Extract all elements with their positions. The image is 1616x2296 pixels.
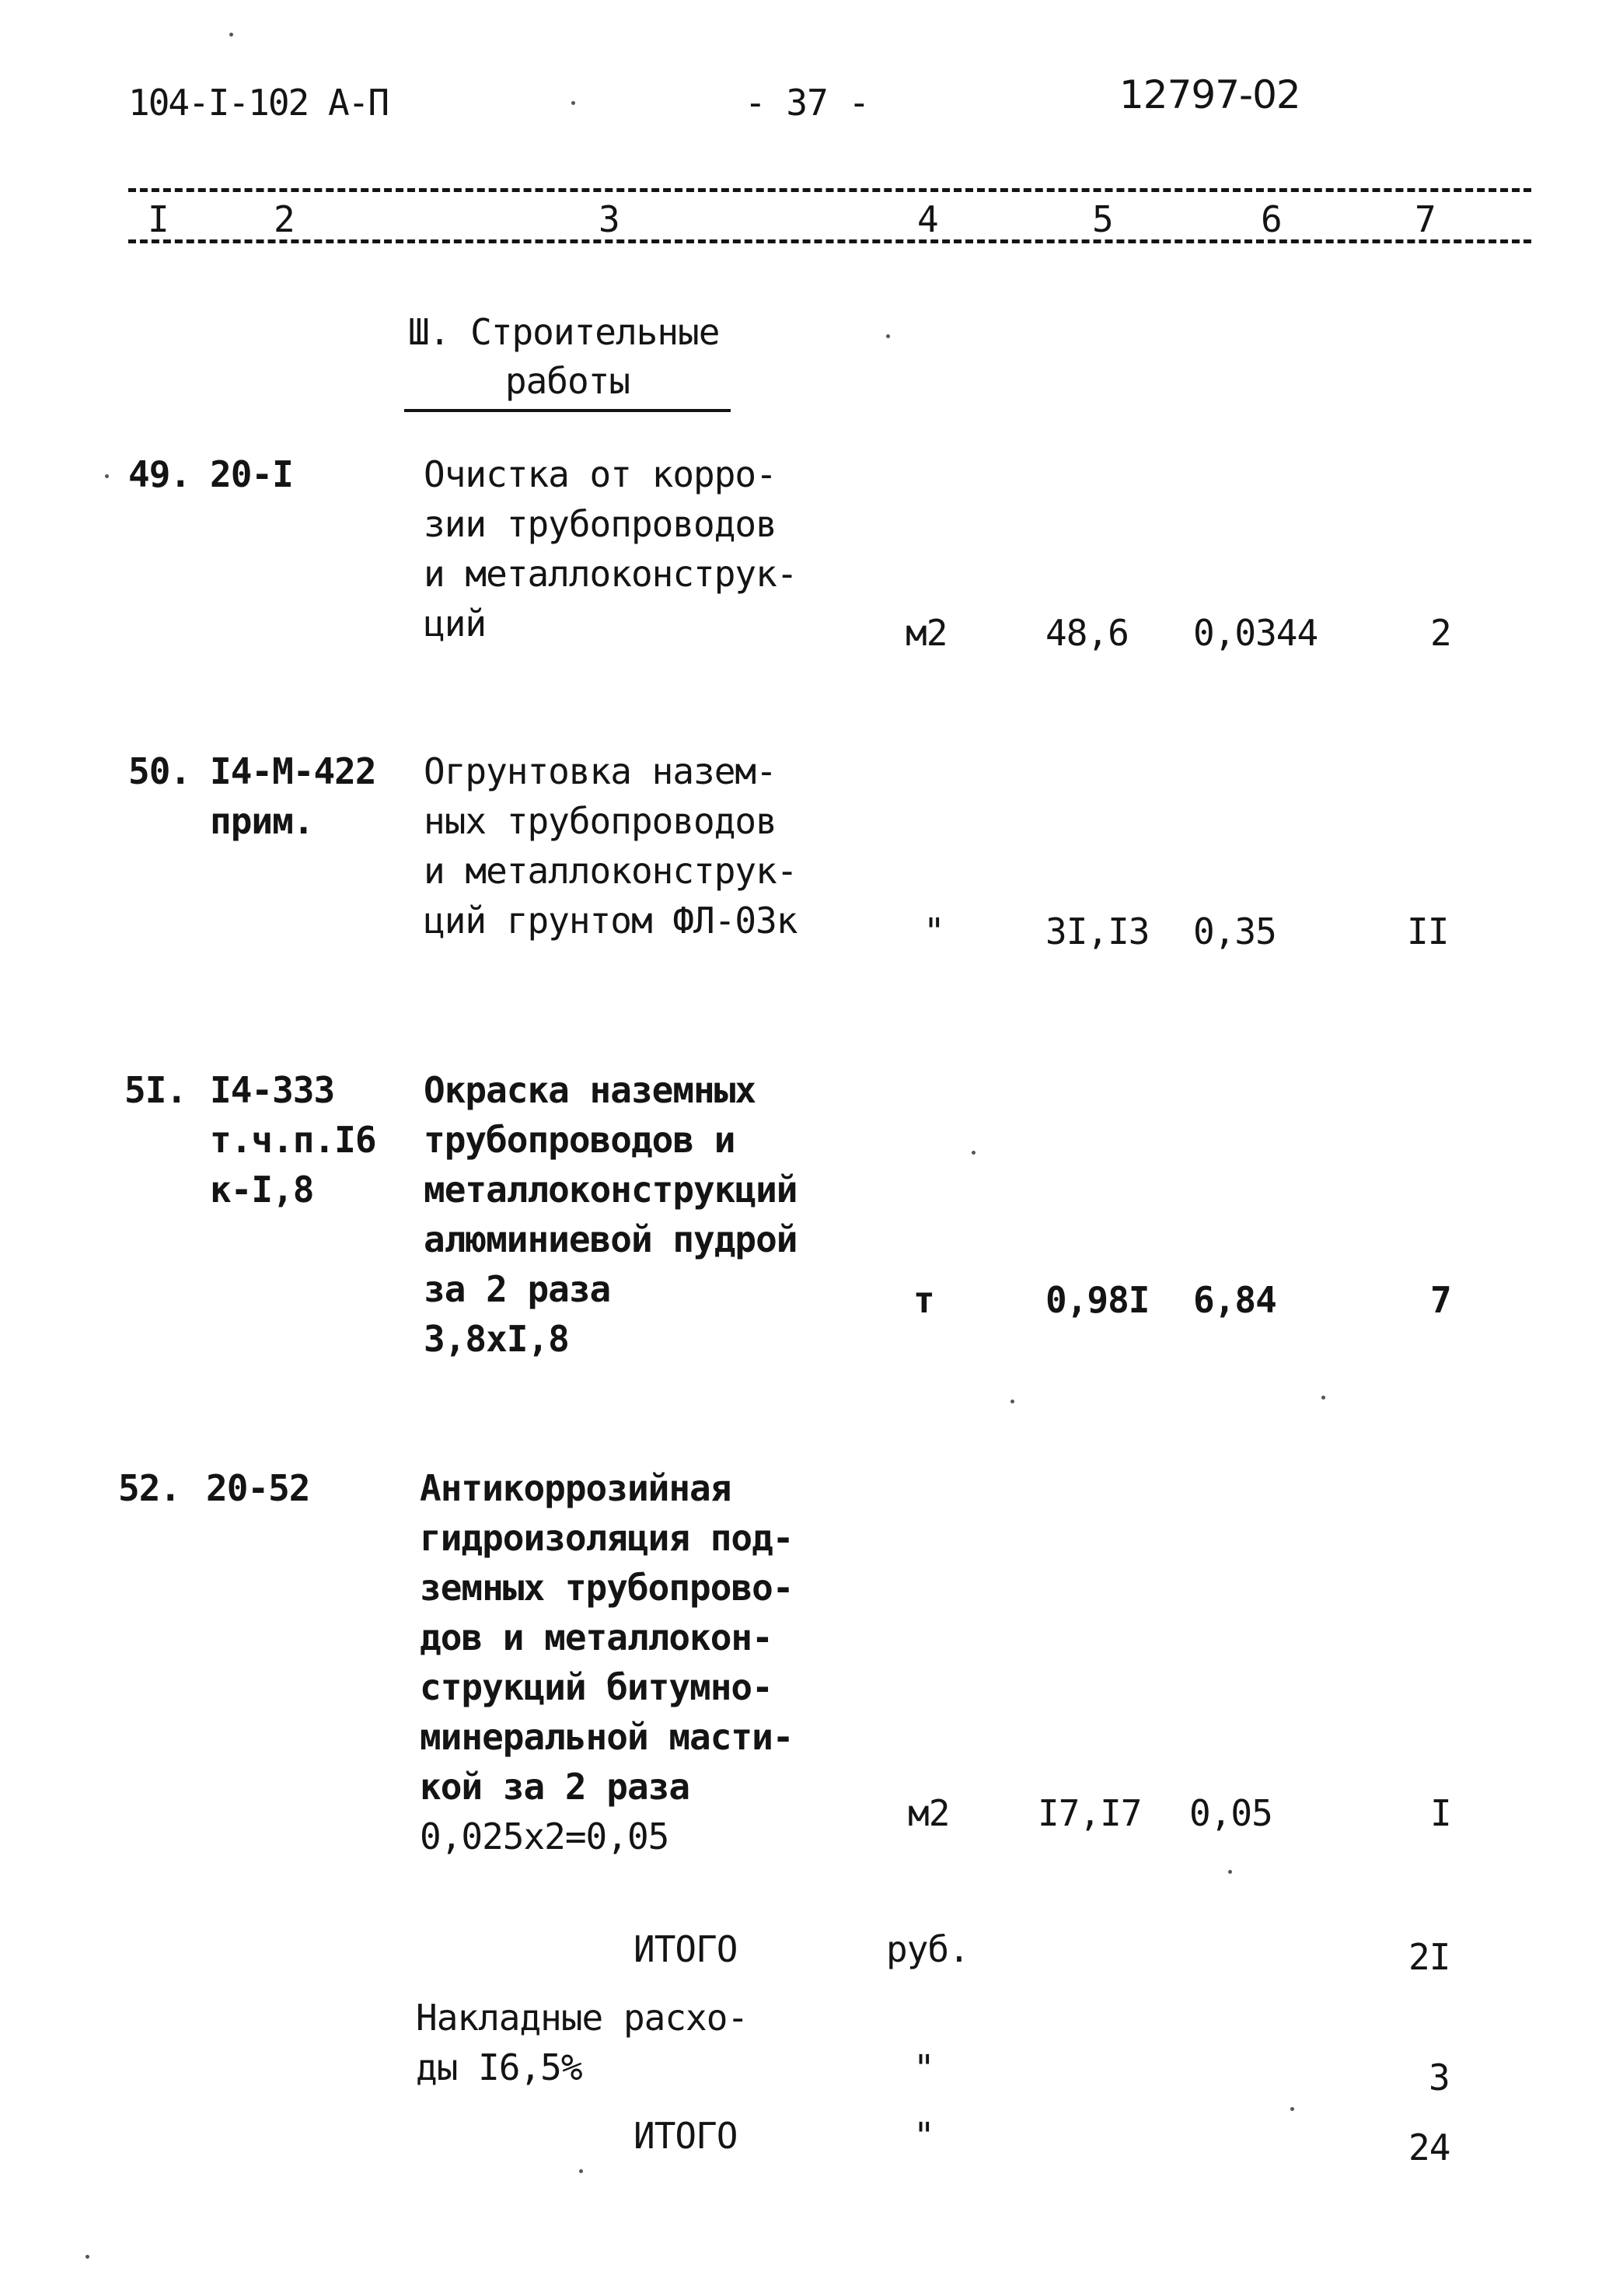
overhead-line: Накладные расхо-	[416, 1997, 749, 2039]
item-description	[424, 1065, 798, 1364]
overhead-line: ды I6,5%	[416, 2046, 582, 2088]
total-value: 24	[1408, 2127, 1450, 2168]
column-number-4: 4	[917, 198, 938, 240]
item-unit: м2	[906, 612, 948, 654]
scan-speck	[972, 1151, 976, 1155]
scan-speck	[86, 2255, 89, 2259]
item-cost: II	[1407, 910, 1449, 952]
overhead-unit: "	[913, 2047, 934, 2089]
description-line: трубопроводов и	[424, 1119, 735, 1161]
description-line: и металлоконструк-	[424, 850, 798, 892]
scan-speck	[229, 33, 233, 37]
column-number-6: 6	[1261, 198, 1282, 240]
description-line: дов и металлокон-	[420, 1616, 773, 1658]
item-rate: 0,35	[1193, 910, 1276, 952]
description-line: алюминиевой пудрой	[424, 1218, 798, 1260]
section-title-line2: работы	[504, 360, 630, 402]
item-description	[420, 1463, 794, 1861]
description-line: земных трубопрово-	[420, 1567, 794, 1609]
item-code: 20-I	[210, 453, 293, 495]
dashed-rule-top	[128, 188, 1531, 192]
description-line: за 2 раза	[424, 1268, 611, 1310]
item-number: 52.	[118, 1467, 181, 1509]
section-title: Ш. Строительные	[408, 311, 720, 353]
item-quantity: I7,I7	[1038, 1792, 1142, 1834]
description-line: Окраска наземных	[424, 1069, 756, 1111]
description-line: минеральной масти-	[420, 1716, 794, 1758]
item-cost: 2	[1430, 612, 1451, 654]
description-line: Очистка от корро-	[424, 453, 777, 495]
code-line: т.ч.п.I6	[210, 1119, 376, 1161]
overhead-label	[416, 1993, 748, 2092]
item-quantity: 48,6	[1045, 612, 1129, 654]
total-unit: "	[913, 2115, 934, 2157]
description-line: 0,025х2=0,05	[420, 1815, 669, 1857]
item-rate: 0,0344	[1193, 612, 1318, 654]
overhead-value: 3	[1429, 2057, 1450, 2099]
description-line: и металлоконструк-	[424, 553, 798, 595]
scan-speck	[1321, 1396, 1325, 1400]
scan-speck	[886, 334, 890, 338]
item-rate: 0,05	[1189, 1792, 1272, 1834]
item-quantity: 0,98I	[1045, 1279, 1150, 1321]
item-code	[210, 1065, 376, 1214]
item-description	[424, 746, 798, 945]
item-unit: м2	[908, 1792, 950, 1834]
description-line: ций грунтом ФЛ-03к	[424, 900, 798, 942]
description-line: струкций битумно-	[420, 1666, 773, 1708]
column-number-1: I	[148, 198, 169, 240]
item-code	[210, 746, 376, 846]
description-line: кой за 2 раза	[420, 1766, 690, 1808]
total-label: ИТОГО	[633, 2115, 738, 2157]
description-line: ных трубопроводов	[424, 800, 777, 842]
scan-speck	[105, 474, 109, 478]
code-line: к-I,8	[210, 1169, 314, 1211]
item-code: 20-52	[206, 1467, 310, 1509]
description-line: зии трубопроводов	[424, 503, 777, 545]
scan-speck	[579, 2169, 583, 2173]
item-unit: "	[923, 910, 944, 952]
item-number: 5I.	[124, 1069, 187, 1111]
description-line: 3,8хI,8	[424, 1318, 569, 1360]
code-line: прим.	[210, 800, 314, 842]
section-title-underlined	[404, 356, 731, 412]
doc-code: 104-I-102 А-П	[128, 82, 389, 124]
item-cost: 7	[1430, 1279, 1451, 1321]
description-line: ций	[424, 603, 487, 645]
item-number: 50.	[128, 750, 191, 792]
column-number-3: 3	[599, 198, 620, 240]
page-number: - 37 -	[745, 82, 870, 124]
item-rate: 6,84	[1193, 1279, 1276, 1321]
scan-speck	[1228, 1870, 1232, 1874]
item-number: 49.	[128, 453, 191, 495]
code-line: I4-333	[210, 1069, 335, 1111]
description-line: металлоконструкций	[424, 1169, 798, 1211]
column-number-7: 7	[1415, 198, 1436, 240]
item-cost: I	[1430, 1792, 1451, 1834]
subtotal-unit: руб.	[886, 1928, 969, 1970]
scan-speck	[1290, 2107, 1294, 2111]
column-number-2: 2	[274, 198, 295, 240]
column-number-5: 5	[1092, 198, 1113, 240]
scan-speck	[1010, 1400, 1014, 1403]
description-line: Огрунтовка назем-	[424, 750, 777, 792]
scan-speck	[571, 101, 575, 105]
code-line: I4-М-422	[210, 750, 376, 792]
item-quantity: 3I,I3	[1045, 910, 1150, 952]
archive-number: 12797-02	[1119, 72, 1300, 117]
item-description	[424, 449, 798, 648]
subtotal-label: ИТОГО	[633, 1928, 738, 1970]
item-unit: т	[913, 1279, 934, 1321]
description-line: гидроизоляция под-	[420, 1517, 794, 1559]
description-line: Антикоррозийная	[420, 1467, 731, 1509]
subtotal-value: 2I	[1408, 1936, 1450, 1978]
dashed-rule-bottom	[128, 239, 1531, 243]
